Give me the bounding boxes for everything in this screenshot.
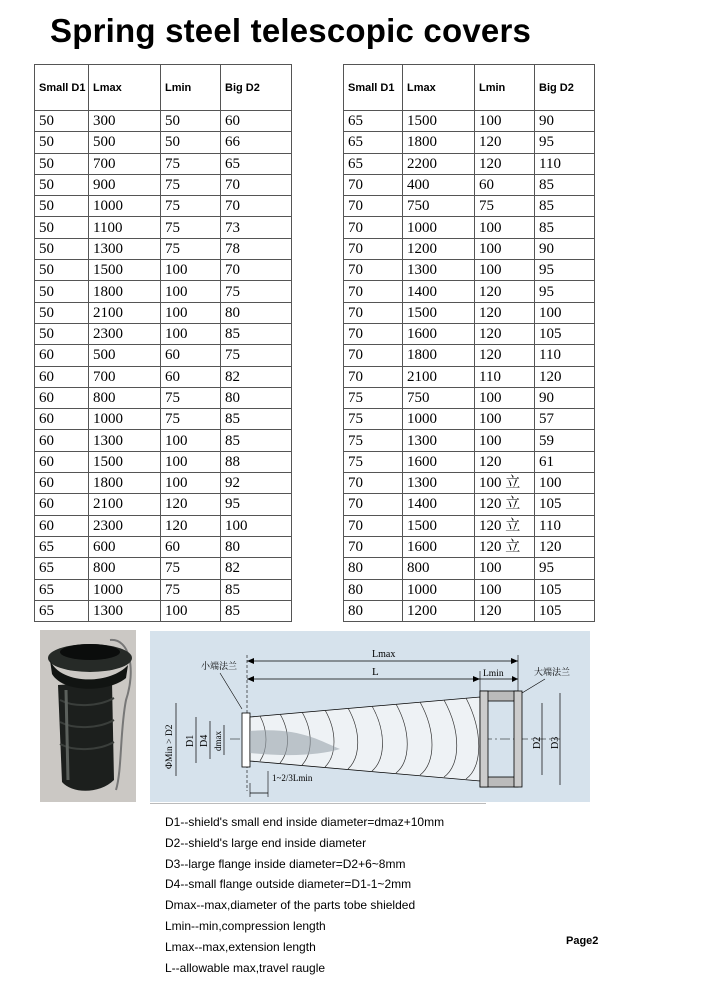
table-cell: 800 bbox=[403, 558, 475, 579]
table-cell: 57 bbox=[535, 409, 595, 430]
table-row bbox=[35, 302, 292, 323]
page-number: Page2 bbox=[566, 935, 599, 947]
spec-table-left bbox=[34, 64, 292, 622]
table-cell: 50 bbox=[35, 111, 89, 132]
table-cell: 75 bbox=[161, 217, 221, 238]
table-cell: 70 bbox=[344, 515, 403, 536]
table-cell: 75 bbox=[344, 409, 403, 430]
table-cell: 1800 bbox=[89, 473, 161, 494]
table-cell: 80 bbox=[221, 302, 292, 323]
table-cell: 50 bbox=[35, 323, 89, 344]
table-cell: 70 bbox=[344, 260, 403, 281]
table-cell: 1300 bbox=[89, 430, 161, 451]
table-cell: 65 bbox=[344, 111, 403, 132]
column-header: Big D2 bbox=[221, 65, 292, 111]
table-row bbox=[344, 600, 595, 621]
table-cell: 100 bbox=[161, 600, 221, 621]
table-cell: 100 bbox=[161, 451, 221, 472]
column-header: Lmin bbox=[161, 65, 221, 111]
table-cell: 82 bbox=[221, 558, 292, 579]
table-cell: 60 bbox=[35, 494, 89, 515]
table-cell: 105 bbox=[535, 494, 595, 515]
table-row bbox=[35, 281, 292, 302]
table-cell: 65 bbox=[35, 536, 89, 557]
table-cell: 75 bbox=[344, 430, 403, 451]
table-row bbox=[35, 558, 292, 579]
table-cell: 75 bbox=[475, 196, 535, 217]
table-cell: 70 bbox=[344, 536, 403, 557]
column-header: Lmax bbox=[89, 65, 161, 111]
table-cell: 120 bbox=[161, 515, 221, 536]
table-cell: 50 bbox=[35, 196, 89, 217]
table-cell: 900 bbox=[89, 174, 161, 195]
table-row bbox=[344, 302, 595, 323]
table-row bbox=[35, 451, 292, 472]
table-cell: 1100 bbox=[89, 217, 161, 238]
table-cell: 1400 bbox=[403, 281, 475, 302]
table-cell: 85 bbox=[221, 579, 292, 600]
table-row bbox=[35, 409, 292, 430]
table-row bbox=[35, 494, 292, 515]
table-cell: 60 bbox=[475, 174, 535, 195]
table-row bbox=[344, 132, 595, 153]
table-cell: 100 立 bbox=[475, 473, 535, 494]
table-cell: 78 bbox=[221, 238, 292, 259]
table-cell: 70 bbox=[344, 345, 403, 366]
table-cell: 1000 bbox=[89, 579, 161, 600]
table-cell: 100 bbox=[161, 473, 221, 494]
legend-item-l: L--allowable max,travel raugle bbox=[165, 960, 326, 975]
table-row bbox=[35, 323, 292, 344]
table-cell: 700 bbox=[89, 366, 161, 387]
table-cell: 120 bbox=[475, 345, 535, 366]
table-row bbox=[344, 536, 595, 557]
table-cell: 70 bbox=[221, 260, 292, 281]
table-row bbox=[344, 558, 595, 579]
page-title: Spring steel telescopic covers bbox=[50, 12, 532, 49]
table-cell: 1500 bbox=[89, 451, 161, 472]
table-cell: 75 bbox=[161, 153, 221, 174]
table-cell: 2200 bbox=[403, 153, 475, 174]
table-cell: 50 bbox=[35, 132, 89, 153]
table-cell: 120 bbox=[475, 451, 535, 472]
table-row bbox=[344, 473, 595, 494]
table-cell: 65 bbox=[344, 153, 403, 174]
technical-diagram bbox=[150, 631, 590, 802]
table-cell: 59 bbox=[535, 430, 595, 451]
table-cell: 1300 bbox=[403, 260, 475, 281]
table-cell: 2300 bbox=[89, 515, 161, 536]
table-cell: 66 bbox=[221, 132, 292, 153]
table-cell: 1000 bbox=[403, 409, 475, 430]
table-cell: 100 bbox=[475, 387, 535, 408]
table-cell: 82 bbox=[221, 366, 292, 387]
table-cell: 75 bbox=[344, 451, 403, 472]
table-cell: 100 bbox=[161, 281, 221, 302]
table-cell: 2100 bbox=[89, 302, 161, 323]
table-cell: 100 bbox=[161, 323, 221, 344]
table-cell: 60 bbox=[35, 345, 89, 366]
table-row bbox=[344, 579, 595, 600]
table-cell: 1600 bbox=[403, 536, 475, 557]
product-photo bbox=[40, 630, 136, 802]
table-cell: 120 bbox=[535, 366, 595, 387]
table-cell: 50 bbox=[35, 153, 89, 174]
label-d4: D4 bbox=[199, 734, 210, 747]
table-row bbox=[344, 409, 595, 430]
table-cell: 75 bbox=[161, 174, 221, 195]
table-row bbox=[344, 196, 595, 217]
table-cell: 1400 bbox=[403, 494, 475, 515]
table-cell: 50 bbox=[35, 217, 89, 238]
table-cell: 50 bbox=[35, 174, 89, 195]
table-cell: 1000 bbox=[403, 217, 475, 238]
table-cell: 100 bbox=[475, 111, 535, 132]
label-dmax: dmax bbox=[213, 731, 223, 751]
table-cell: 70 bbox=[344, 217, 403, 238]
label-l: L bbox=[372, 666, 379, 678]
table-row bbox=[344, 111, 595, 132]
table-cell: 100 bbox=[475, 430, 535, 451]
table-row bbox=[35, 111, 292, 132]
legend-item-d1: D1--shield's small end inside diameter=dmaz+10mm bbox=[165, 815, 445, 829]
legend-list bbox=[165, 812, 444, 978]
table-cell: 95 bbox=[535, 260, 595, 281]
label-ratio: 1~2/3Lmin bbox=[272, 773, 313, 783]
table-cell: 1500 bbox=[403, 111, 475, 132]
table-cell: 1600 bbox=[403, 451, 475, 472]
table-cell: 800 bbox=[89, 558, 161, 579]
table-row bbox=[35, 132, 292, 153]
table-cell: 85 bbox=[221, 323, 292, 344]
telescopic-cover-image bbox=[40, 630, 136, 802]
table-row bbox=[344, 515, 595, 536]
table-cell: 1000 bbox=[89, 409, 161, 430]
table-cell: 100 bbox=[535, 473, 595, 494]
table-cell: 60 bbox=[221, 111, 292, 132]
table-row bbox=[344, 174, 595, 195]
table-cell: 120 bbox=[475, 132, 535, 153]
table-cell: 85 bbox=[221, 600, 292, 621]
table-cell: 70 bbox=[344, 196, 403, 217]
table-cell: 105 bbox=[535, 600, 595, 621]
table-row bbox=[35, 600, 292, 621]
table-cell: 85 bbox=[535, 174, 595, 195]
table-cell: 50 bbox=[35, 238, 89, 259]
table-cell: 2300 bbox=[89, 323, 161, 344]
table-row bbox=[344, 451, 595, 472]
table-row bbox=[344, 260, 595, 281]
table-cell: 120 bbox=[475, 323, 535, 344]
table-cell: 800 bbox=[89, 387, 161, 408]
table-cell: 75 bbox=[161, 409, 221, 430]
table-cell: 1200 bbox=[403, 238, 475, 259]
table-row bbox=[344, 387, 595, 408]
label-d1: D1 bbox=[185, 734, 196, 747]
table-cell: 60 bbox=[35, 387, 89, 408]
table-row bbox=[344, 281, 595, 302]
legend-item-dmax: Dmax--max,diameter of the parts tobe shielded bbox=[165, 898, 416, 913]
table-cell: 60 bbox=[35, 473, 89, 494]
table-cell: 70 bbox=[344, 302, 403, 323]
table-cell: 100 bbox=[475, 579, 535, 600]
table-cell: 120 bbox=[161, 494, 221, 515]
table-cell: 70 bbox=[344, 323, 403, 344]
table-cell: 95 bbox=[535, 558, 595, 579]
table-row bbox=[35, 153, 292, 174]
table-cell: 80 bbox=[344, 600, 403, 621]
table-row bbox=[344, 494, 595, 515]
table-cell: 120 立 bbox=[475, 536, 535, 557]
table-cell: 100 bbox=[475, 409, 535, 430]
table-cell: 105 bbox=[535, 579, 595, 600]
table-row bbox=[344, 345, 595, 366]
table-row bbox=[35, 579, 292, 600]
table-cell: 50 bbox=[35, 281, 89, 302]
table-cell: 110 bbox=[475, 366, 535, 387]
table-cell: 100 bbox=[221, 515, 292, 536]
table-cell: 1500 bbox=[403, 515, 475, 536]
table-header-row bbox=[344, 65, 595, 111]
table-cell: 70 bbox=[221, 196, 292, 217]
table-cell: 65 bbox=[35, 600, 89, 621]
spec-table-right bbox=[343, 64, 595, 622]
table-cell: 70 bbox=[221, 174, 292, 195]
table-cell: 600 bbox=[89, 536, 161, 557]
table-cell: 120 bbox=[475, 302, 535, 323]
table-cell: 100 bbox=[535, 302, 595, 323]
table-cell: 75 bbox=[161, 387, 221, 408]
column-header: Lmax bbox=[403, 65, 475, 111]
table-row bbox=[35, 238, 292, 259]
table-cell: 110 bbox=[535, 345, 595, 366]
table-cell: 120 立 bbox=[475, 515, 535, 536]
column-header: Small D1 bbox=[35, 65, 89, 111]
table-cell: 50 bbox=[35, 260, 89, 281]
table-row bbox=[35, 430, 292, 451]
table-cell: 1500 bbox=[403, 302, 475, 323]
table-cell: 1200 bbox=[403, 600, 475, 621]
label-phi-min-d2: ΦMin > D2 bbox=[165, 724, 175, 769]
table-cell: 120 bbox=[475, 281, 535, 302]
table-row bbox=[344, 238, 595, 259]
label-lmax: Lmax bbox=[372, 649, 396, 660]
table-cell: 100 bbox=[475, 558, 535, 579]
table-cell: 500 bbox=[89, 345, 161, 366]
table-cell: 92 bbox=[221, 473, 292, 494]
table-cell: 750 bbox=[403, 387, 475, 408]
table-cell: 100 bbox=[475, 217, 535, 238]
legend-item-d2: D2--shield's large end inside diameter bbox=[165, 835, 367, 850]
table-cell: 1000 bbox=[403, 579, 475, 600]
table-row bbox=[35, 196, 292, 217]
table-cell: 60 bbox=[35, 409, 89, 430]
table-cell: 1300 bbox=[89, 238, 161, 259]
table-cell: 1300 bbox=[403, 473, 475, 494]
column-header: Lmin bbox=[475, 65, 535, 111]
table-row bbox=[35, 515, 292, 536]
table-cell: 700 bbox=[89, 153, 161, 174]
table-cell: 60 bbox=[35, 515, 89, 536]
table-cell: 1800 bbox=[403, 132, 475, 153]
table-cell: 70 bbox=[344, 281, 403, 302]
table-cell: 100 bbox=[161, 302, 221, 323]
table-row bbox=[35, 345, 292, 366]
table-row bbox=[35, 366, 292, 387]
table-cell: 75 bbox=[221, 281, 292, 302]
table-cell: 120 bbox=[475, 153, 535, 174]
table-cell: 50 bbox=[161, 132, 221, 153]
table-row bbox=[35, 217, 292, 238]
table-cell: 1500 bbox=[89, 260, 161, 281]
table-cell: 95 bbox=[221, 494, 292, 515]
table-cell: 110 bbox=[535, 515, 595, 536]
column-header: Small D1 bbox=[344, 65, 403, 111]
table-cell: 1600 bbox=[403, 323, 475, 344]
dimension-drawing bbox=[150, 631, 590, 802]
table-cell: 60 bbox=[161, 536, 221, 557]
table-cell: 70 bbox=[344, 473, 403, 494]
table-row bbox=[35, 387, 292, 408]
legend-item-d4: D4--small flange outside diameter=D1-1~2mm bbox=[165, 877, 412, 892]
table-cell: 60 bbox=[35, 430, 89, 451]
table-cell: 75 bbox=[161, 558, 221, 579]
table-cell: 70 bbox=[344, 366, 403, 387]
table-cell: 90 bbox=[535, 111, 595, 132]
table-row bbox=[344, 217, 595, 238]
table-cell: 80 bbox=[221, 387, 292, 408]
table-cell: 100 bbox=[161, 260, 221, 281]
table-cell: 50 bbox=[35, 302, 89, 323]
table-cell: 100 bbox=[475, 238, 535, 259]
legend-item-d3: D3--large flange inside diameter=D2+6~8mm bbox=[165, 856, 406, 871]
table-cell: 70 bbox=[344, 494, 403, 515]
table-cell: 1300 bbox=[403, 430, 475, 451]
legend-item-lmin: Lmin--min,compression length bbox=[165, 918, 326, 933]
table-cell: 1800 bbox=[89, 281, 161, 302]
table-cell: 73 bbox=[221, 217, 292, 238]
table-cell: 1300 bbox=[89, 600, 161, 621]
table-cell: 500 bbox=[89, 132, 161, 153]
table-row bbox=[344, 366, 595, 387]
table-cell: 70 bbox=[344, 238, 403, 259]
table-cell: 100 bbox=[475, 260, 535, 281]
table-cell: 65 bbox=[35, 558, 89, 579]
label-lmin: Lmin bbox=[483, 669, 504, 679]
table-cell: 80 bbox=[344, 579, 403, 600]
table-row bbox=[35, 536, 292, 557]
table-row bbox=[35, 260, 292, 281]
table-cell: 100 bbox=[161, 430, 221, 451]
table-cell: 120 bbox=[475, 600, 535, 621]
table-cell: 61 bbox=[535, 451, 595, 472]
column-header: Big D2 bbox=[535, 65, 595, 111]
table-row bbox=[35, 473, 292, 494]
table-cell: 60 bbox=[161, 345, 221, 366]
table-cell: 120 bbox=[535, 536, 595, 557]
table-cell: 85 bbox=[535, 217, 595, 238]
table-cell: 95 bbox=[535, 132, 595, 153]
table-cell: 50 bbox=[161, 111, 221, 132]
table-row bbox=[344, 153, 595, 174]
table-cell: 90 bbox=[535, 238, 595, 259]
divider-line bbox=[150, 803, 486, 804]
table-cell: 65 bbox=[221, 153, 292, 174]
table-cell: 85 bbox=[535, 196, 595, 217]
table-cell: 1000 bbox=[89, 196, 161, 217]
legend-item-lmax: Lmax--max,extension length bbox=[165, 939, 316, 954]
table-cell: 70 bbox=[344, 174, 403, 195]
label-small-flange: 小端法兰 bbox=[201, 662, 238, 672]
table-cell: 75 bbox=[221, 345, 292, 366]
table-cell: 65 bbox=[35, 579, 89, 600]
table-cell: 2100 bbox=[403, 366, 475, 387]
table-cell: 88 bbox=[221, 451, 292, 472]
table-header-row bbox=[35, 65, 292, 111]
table-cell: 95 bbox=[535, 281, 595, 302]
table-cell: 1800 bbox=[403, 345, 475, 366]
table-cell: 75 bbox=[344, 387, 403, 408]
table-cell: 65 bbox=[344, 132, 403, 153]
table-cell: 90 bbox=[535, 387, 595, 408]
table-cell: 750 bbox=[403, 196, 475, 217]
table-cell: 105 bbox=[535, 323, 595, 344]
table-row bbox=[344, 323, 595, 344]
table-row bbox=[35, 174, 292, 195]
table-cell: 60 bbox=[35, 366, 89, 387]
table-cell: 85 bbox=[221, 430, 292, 451]
label-big-flange: 大端法兰 bbox=[534, 668, 571, 678]
table-cell: 75 bbox=[161, 579, 221, 600]
table-cell: 85 bbox=[221, 409, 292, 430]
table-cell: 75 bbox=[161, 196, 221, 217]
table-cell: 2100 bbox=[89, 494, 161, 515]
table-cell: 110 bbox=[535, 153, 595, 174]
table-cell: 300 bbox=[89, 111, 161, 132]
table-cell: 75 bbox=[161, 238, 221, 259]
table-cell: 60 bbox=[161, 366, 221, 387]
table-cell: 120 立 bbox=[475, 494, 535, 515]
table-cell: 60 bbox=[35, 451, 89, 472]
table-row bbox=[344, 430, 595, 451]
table-cell: 80 bbox=[344, 558, 403, 579]
table-cell: 400 bbox=[403, 174, 475, 195]
table-cell: 80 bbox=[221, 536, 292, 557]
label-d3: D3 bbox=[550, 736, 561, 749]
label-d2: D2 bbox=[532, 736, 543, 749]
